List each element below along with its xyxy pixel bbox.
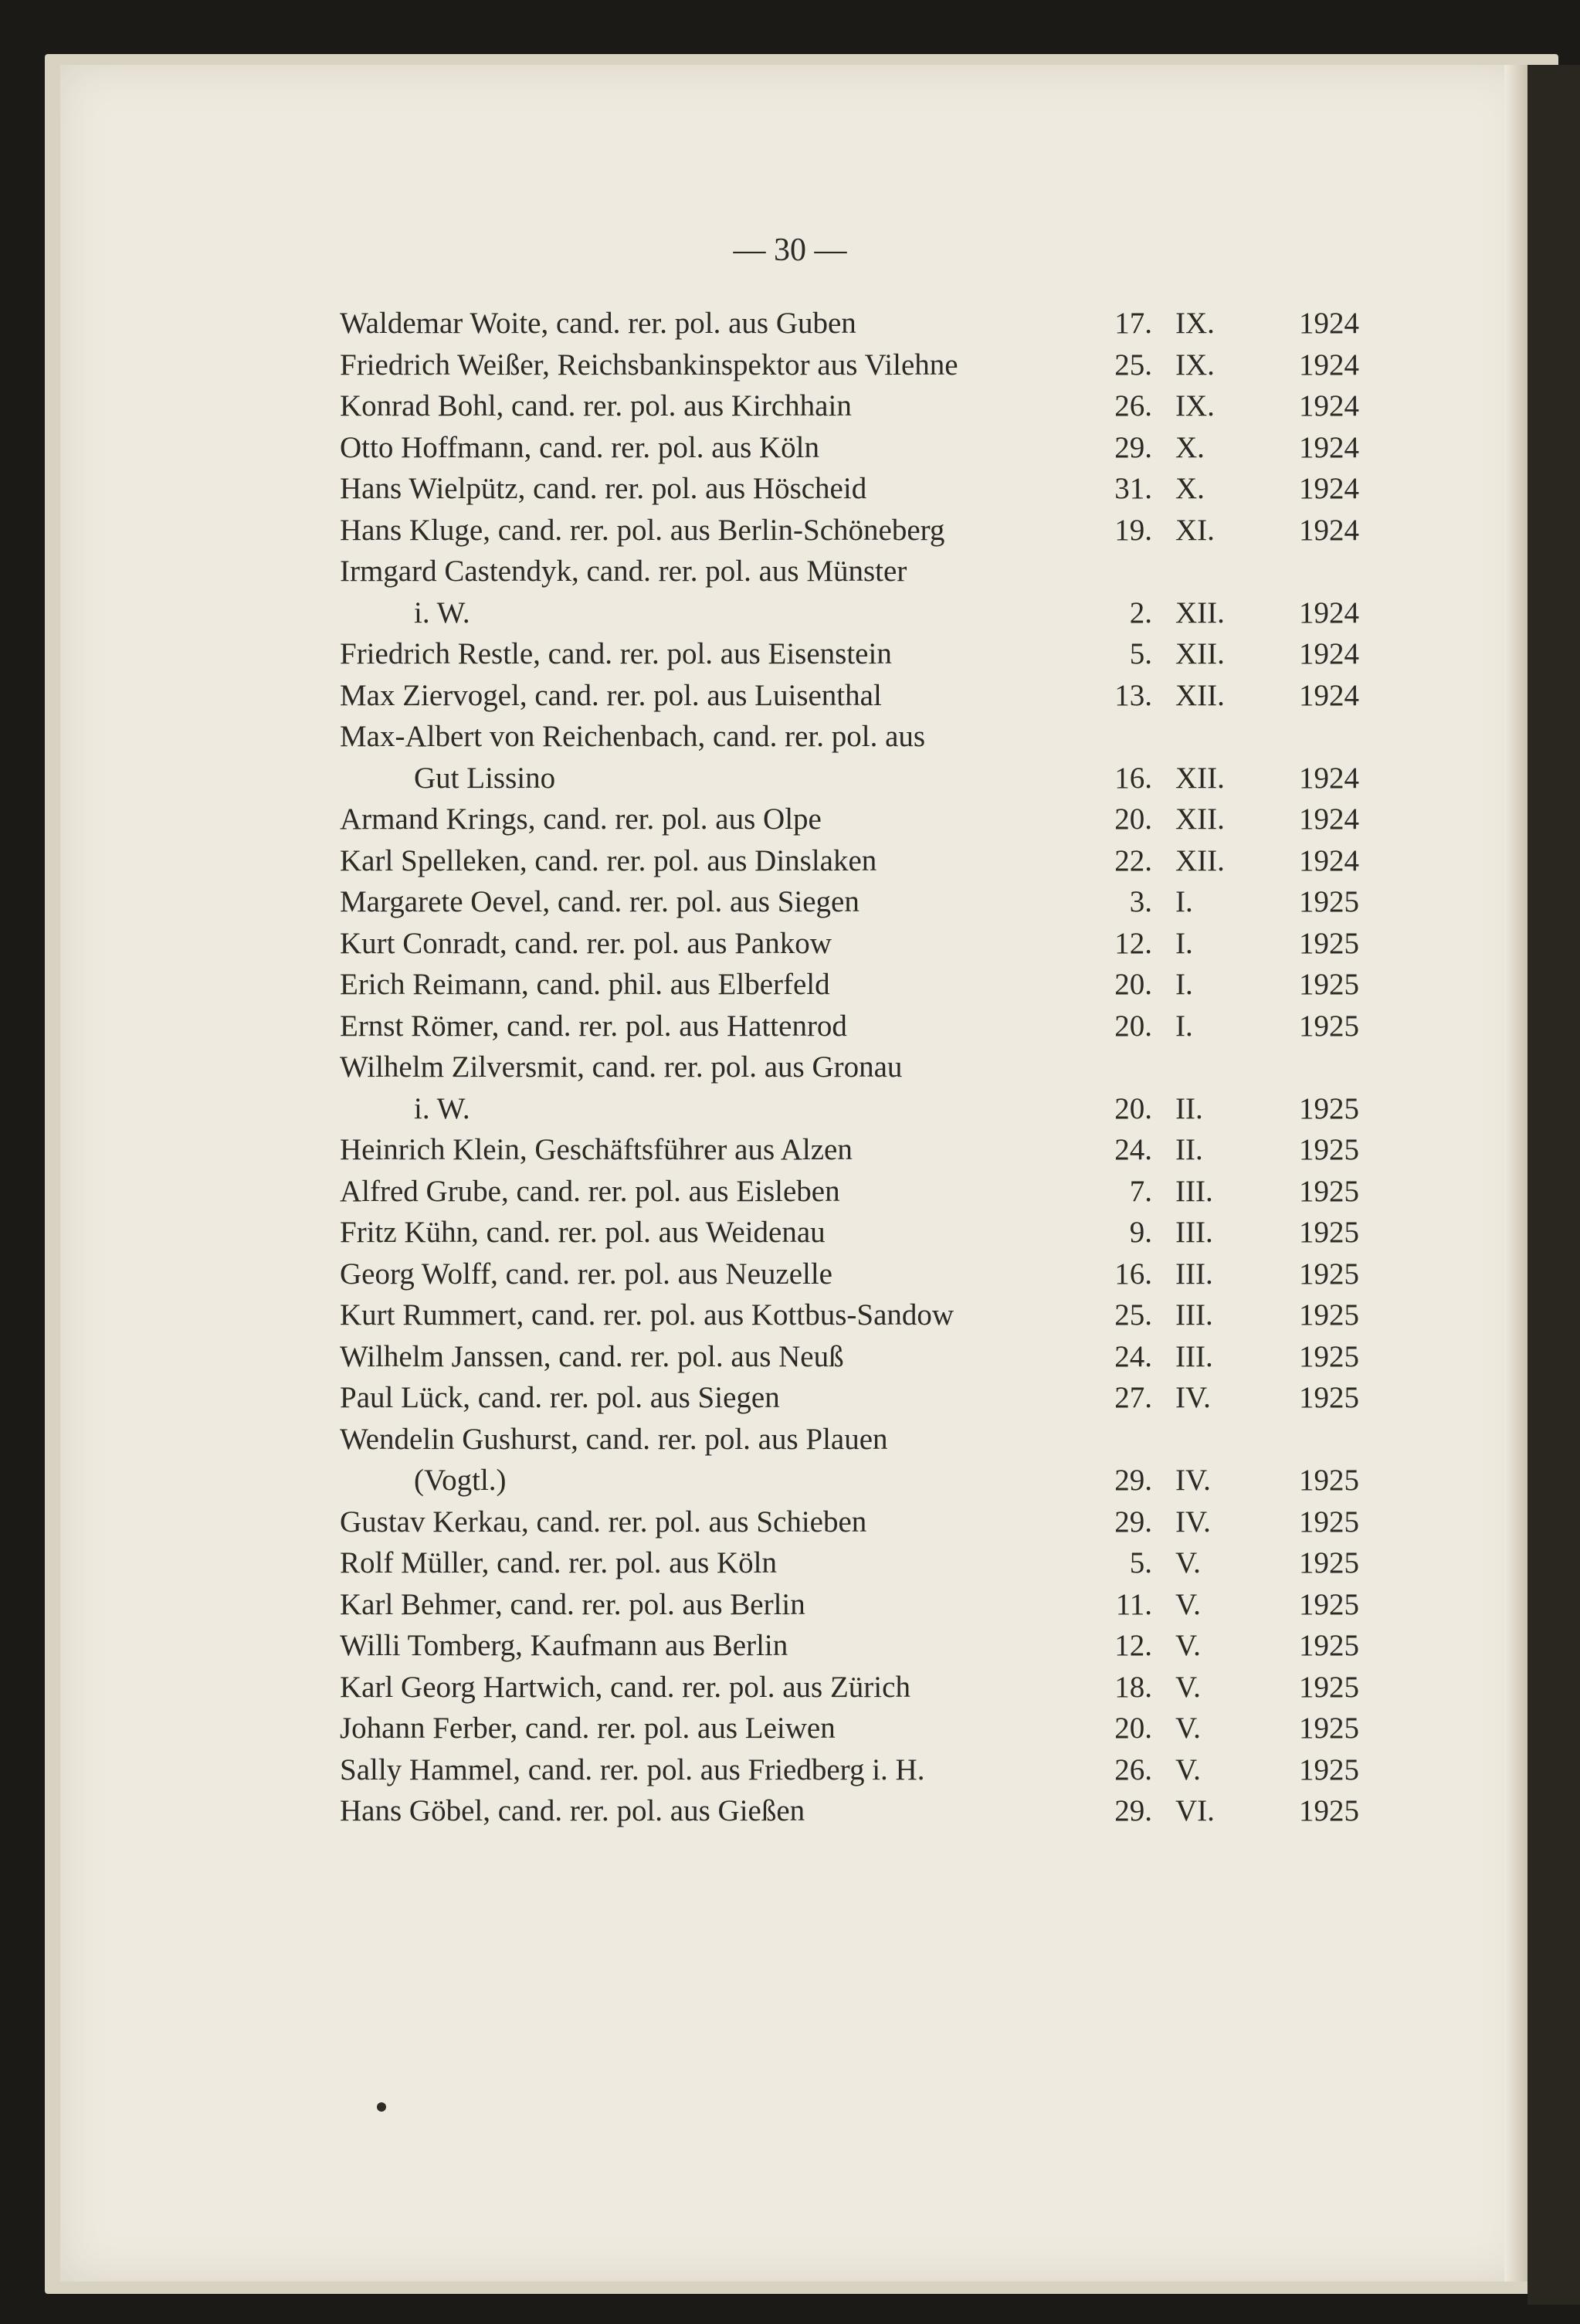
entry-month: XII. [1175,802,1225,836]
entry-day: 25. [1114,1298,1152,1332]
entry-year: 1925 [1299,1174,1359,1208]
entry-month: XII. [1175,678,1225,712]
entry-name: Karl Georg Hartwich, cand. rer. pol. aus Zürich [340,1670,910,1704]
list-item [340,1749,1359,1791]
list-item [340,923,1359,965]
entry-month: IV. [1175,1505,1211,1539]
entry-year: 1924 [1299,843,1359,877]
entry-year: 1924 [1299,637,1359,670]
entry-month: XI. [1175,513,1215,547]
entry-month: IV. [1175,1381,1211,1414]
list-item [340,1171,1359,1213]
entry-day: 3. [1129,885,1152,918]
entry-day: 29. [1114,1505,1152,1539]
entry-day: 20. [1114,802,1152,836]
entry-line [340,1790,1359,1832]
entry-line [340,303,1359,344]
entry-month: IX. [1175,389,1215,422]
entry-line [340,840,1359,882]
entry-day: 2. [1129,595,1152,629]
entry-line [340,1336,1359,1378]
entry-day: 25. [1114,348,1152,382]
entry-day: 31. [1114,472,1152,505]
entry-year: 1925 [1299,968,1359,1001]
entry-month: XII. [1175,637,1225,670]
entry-year: 1924 [1299,595,1359,629]
entry-line [340,923,1359,965]
list-item [340,1006,1359,1047]
entry-day: 5. [1129,1546,1152,1579]
entry-year: 1925 [1299,1381,1359,1414]
entry-name: Friedrich Restle, cand. rer. pol. aus Eisenstein [340,637,892,670]
entry-line [340,1171,1359,1213]
list-item [340,1294,1359,1336]
entry-year: 1925 [1299,1257,1359,1291]
entry-name: Karl Spelleken, cand. rer. pol. aus Dinslaken [340,843,877,877]
entry-month: XII. [1175,761,1225,795]
list-item [340,716,1359,799]
entry-line [340,510,1359,551]
entry-month: I. [1175,885,1193,918]
entry-line [340,1542,1359,1584]
list-item [340,303,1359,344]
entry-name: Max-Albert von Reichenbach, cand. rer. pol. aus [340,720,926,753]
entry-year: 1925 [1299,1629,1359,1662]
entry-name: Max Ziervogel, cand. rer. pol. aus Luisenthal [340,678,882,712]
entry-line [340,881,1359,923]
entry-name: Erich Reimann, cand. phil. aus Elberfeld [340,968,830,1001]
entry-continuation-line [340,758,1359,799]
entry-name: Irmgard Castendyk, cand. rer. pol. aus Münster [340,555,907,588]
entry-continuation: Gut Lissino [414,761,556,795]
entry-year: 1925 [1299,1009,1359,1043]
entry-line [340,799,1359,840]
entry-day: 11. [1115,1587,1152,1621]
entry-name: Waldemar Woite, cand. rer. pol. aus Guben [340,307,856,340]
entry-day: 26. [1114,1752,1152,1786]
list-item [340,675,1359,717]
entry-year: 1925 [1299,1752,1359,1786]
list-item [340,1419,1359,1501]
entry-continuation: (Vogtl.) [414,1464,507,1497]
entry-month: I. [1175,926,1193,960]
list-item [340,964,1359,1006]
entry-name: Heinrich Klein, Geschäftsführer aus Alzen [340,1133,853,1166]
entry-month: III. [1175,1257,1213,1291]
entry-month: V. [1175,1752,1201,1786]
entry-name: Fritz Kühn, cand. rer. pol. aus Weidenau [340,1216,826,1249]
entry-continuation: i. W. [414,1091,470,1125]
entry-year: 1925 [1299,1546,1359,1579]
entry-year: 1924 [1299,513,1359,547]
entry-day: 7. [1129,1174,1152,1208]
entry-month: IX. [1175,348,1215,382]
entry-day: 12. [1114,926,1152,960]
entry-line [340,1254,1359,1295]
entry-continuation: i. W. [414,595,470,629]
entry-line [340,1625,1359,1667]
entry-day: 20. [1114,1009,1152,1043]
entry-continuation-line [340,592,1359,634]
entry-year: 1925 [1299,1339,1359,1373]
entry-month: VI. [1175,1794,1215,1827]
entry-line [340,1377,1359,1419]
entry-line [340,427,1359,469]
list-item [340,1584,1359,1626]
page-number: — 30 — [733,232,847,268]
entry-month: V. [1175,1629,1201,1662]
entry-year: 1924 [1299,348,1359,382]
entry-line [340,1047,1359,1088]
entry-line [340,964,1359,1006]
list-item [340,510,1359,551]
entry-line [340,1419,1359,1461]
entry-year: 1925 [1299,1712,1359,1745]
entry-day: 20. [1114,968,1152,1001]
entry-month: XII. [1175,843,1225,877]
entry-month: I. [1175,1009,1193,1043]
entry-name: Wilhelm Zilversmit, cand. rer. pol. aus Gronau [340,1050,903,1084]
entry-month: III. [1175,1174,1213,1208]
list-item [340,1667,1359,1708]
page-fold-shadow [1504,65,1527,2282]
entry-year: 1925 [1299,1670,1359,1704]
list-item [340,1377,1359,1419]
list-item [340,1790,1359,1832]
entry-line [340,1708,1359,1749]
entry-day: 17. [1114,307,1152,340]
entry-line [340,633,1359,675]
entry-day: 24. [1114,1133,1152,1166]
entry-line [340,675,1359,717]
entry-day: 19. [1114,513,1152,547]
list-item [340,1708,1359,1749]
entry-line [340,1212,1359,1254]
entry-name: Rolf Müller, cand. rer. pol. aus Köln [340,1546,777,1579]
entry-year: 1925 [1299,1298,1359,1332]
entry-line [340,1006,1359,1047]
entry-name: Margarete Oevel, cand. rer. pol. aus Siegen [340,885,860,918]
entry-name: Gustav Kerkau, cand. rer. pol. aus Schieben [340,1505,867,1539]
entry-day: 29. [1114,1464,1152,1497]
entry-name: Willi Tomberg, Kaufmann aus Berlin [340,1629,788,1662]
list-item [340,468,1359,510]
list-item [340,633,1359,675]
entry-day: 29. [1114,430,1152,464]
entry-name: Wilhelm Janssen, cand. rer. pol. aus Neuß [340,1339,844,1373]
entry-name: Hans Göbel, cand. rer. pol. aus Gießen [340,1794,805,1827]
entry-line [340,468,1359,510]
entry-name: Johann Ferber, cand. rer. pol. aus Leiwen [340,1712,836,1745]
list-item [340,1129,1359,1171]
list-item [340,881,1359,923]
entry-year: 1925 [1299,1091,1359,1125]
entry-year: 1925 [1299,1505,1359,1539]
entry-year: 1924 [1299,389,1359,422]
adjacent-leaf [1527,65,1580,2305]
entry-name: Wendelin Gushurst, cand. rer. pol. aus Plauen [340,1422,888,1456]
list-item [340,385,1359,427]
entry-year: 1925 [1299,885,1359,918]
entry-month: XII. [1175,595,1225,629]
list-item [340,1336,1359,1378]
entry-month: III. [1175,1298,1213,1332]
entry-day: 29. [1114,1794,1152,1827]
entry-year: 1924 [1299,307,1359,340]
entry-name: Friedrich Weißer, Reichsbankinspektor aus Vilehne [340,348,958,382]
entry-month: X. [1175,430,1205,464]
entry-line [340,1129,1359,1171]
entry-day: 22. [1114,843,1152,877]
entry-day: 24. [1114,1339,1152,1373]
entry-name: Kurt Conradt, cand. rer. pol. aus Pankow [340,926,832,960]
entry-month: III. [1175,1216,1213,1249]
entry-day: 5. [1129,637,1152,670]
entry-year: 1925 [1299,1794,1359,1827]
entry-year: 1924 [1299,430,1359,464]
entry-month: V. [1175,1587,1201,1621]
entry-line [340,344,1359,386]
entry-name: Hans Kluge, cand. rer. pol. aus Berlin-Schöneberg [340,513,945,547]
list-item [340,1542,1359,1584]
entry-name: Otto Hoffmann, cand. rer. pol. aus Köln [340,430,819,464]
entry-month: V. [1175,1712,1201,1745]
entry-name: Konrad Bohl, cand. rer. pol. aus Kirchhain [340,389,852,422]
entry-year: 1924 [1299,472,1359,505]
entry-month: IX. [1175,307,1215,340]
entry-month: II. [1175,1091,1203,1125]
entry-year: 1925 [1299,1587,1359,1621]
entry-day: 26. [1114,389,1152,422]
entry-name: Paul Lück, cand. rer. pol. aus Siegen [340,1381,780,1414]
entry-month: IV. [1175,1464,1211,1497]
entry-name: Hans Wielpütz, cand. rer. pol. aus Höscheid [340,472,867,505]
entry-name: Karl Behmer, cand. rer. pol. aus Berlin [340,1587,805,1621]
entry-day: 20. [1114,1091,1152,1125]
list-item [340,1501,1359,1543]
entry-month: III. [1175,1339,1213,1373]
list-item [340,1047,1359,1129]
entry-name: Armand Krings, cand. rer. pol. aus Olpe [340,802,822,836]
entry-name: Kurt Rummert, cand. rer. pol. aus Kottbus-Sandow [340,1298,954,1332]
entry-day: 9. [1129,1216,1152,1249]
list-item [340,840,1359,882]
entry-year: 1924 [1299,678,1359,712]
entry-day: 18. [1114,1670,1152,1704]
entry-year: 1925 [1299,1464,1359,1497]
entry-line [340,551,1359,592]
entry-year: 1924 [1299,802,1359,836]
entry-year: 1924 [1299,761,1359,795]
entry-name: Georg Wolff, cand. rer. pol. aus Neuzelle [340,1257,832,1291]
entry-month: II. [1175,1133,1203,1166]
list-item [340,427,1359,469]
entry-day: 12. [1114,1629,1152,1662]
entry-name: Sally Hammel, cand. rer. pol. aus Friedberg i. H. [340,1752,925,1786]
list-item [340,344,1359,386]
entry-line [340,716,1359,758]
entry-name: Alfred Grube, cand. rer. pol. aus Eisleben [340,1174,840,1208]
entry-day: 16. [1114,761,1152,795]
entry-continuation-line [340,1460,1359,1501]
entry-line [340,1749,1359,1791]
ink-dot-mark [377,2102,386,2112]
list-item [340,551,1359,633]
entry-month: X. [1175,472,1205,505]
entry-line [340,385,1359,427]
list-item [340,799,1359,840]
entry-year: 1925 [1299,1133,1359,1166]
entry-name: Ernst Römer, cand. rer. pol. aus Hattenrod [340,1009,847,1043]
entry-continuation-line [340,1088,1359,1130]
entry-month: V. [1175,1670,1201,1704]
entry-month: V. [1175,1546,1201,1579]
entry-line [340,1294,1359,1336]
entry-line [340,1501,1359,1543]
entry-line [340,1584,1359,1626]
entry-line [340,1667,1359,1708]
list-item [340,1212,1359,1254]
entry-year: 1925 [1299,1216,1359,1249]
entry-day: 13. [1114,678,1152,712]
entry-day: 16. [1114,1257,1152,1291]
list-item [340,1254,1359,1295]
entry-day: 27. [1114,1381,1152,1414]
entry-year: 1925 [1299,926,1359,960]
entry-day: 20. [1114,1712,1152,1745]
entry-month: I. [1175,968,1193,1001]
entry-list [340,303,1359,1832]
list-item [340,1625,1359,1667]
